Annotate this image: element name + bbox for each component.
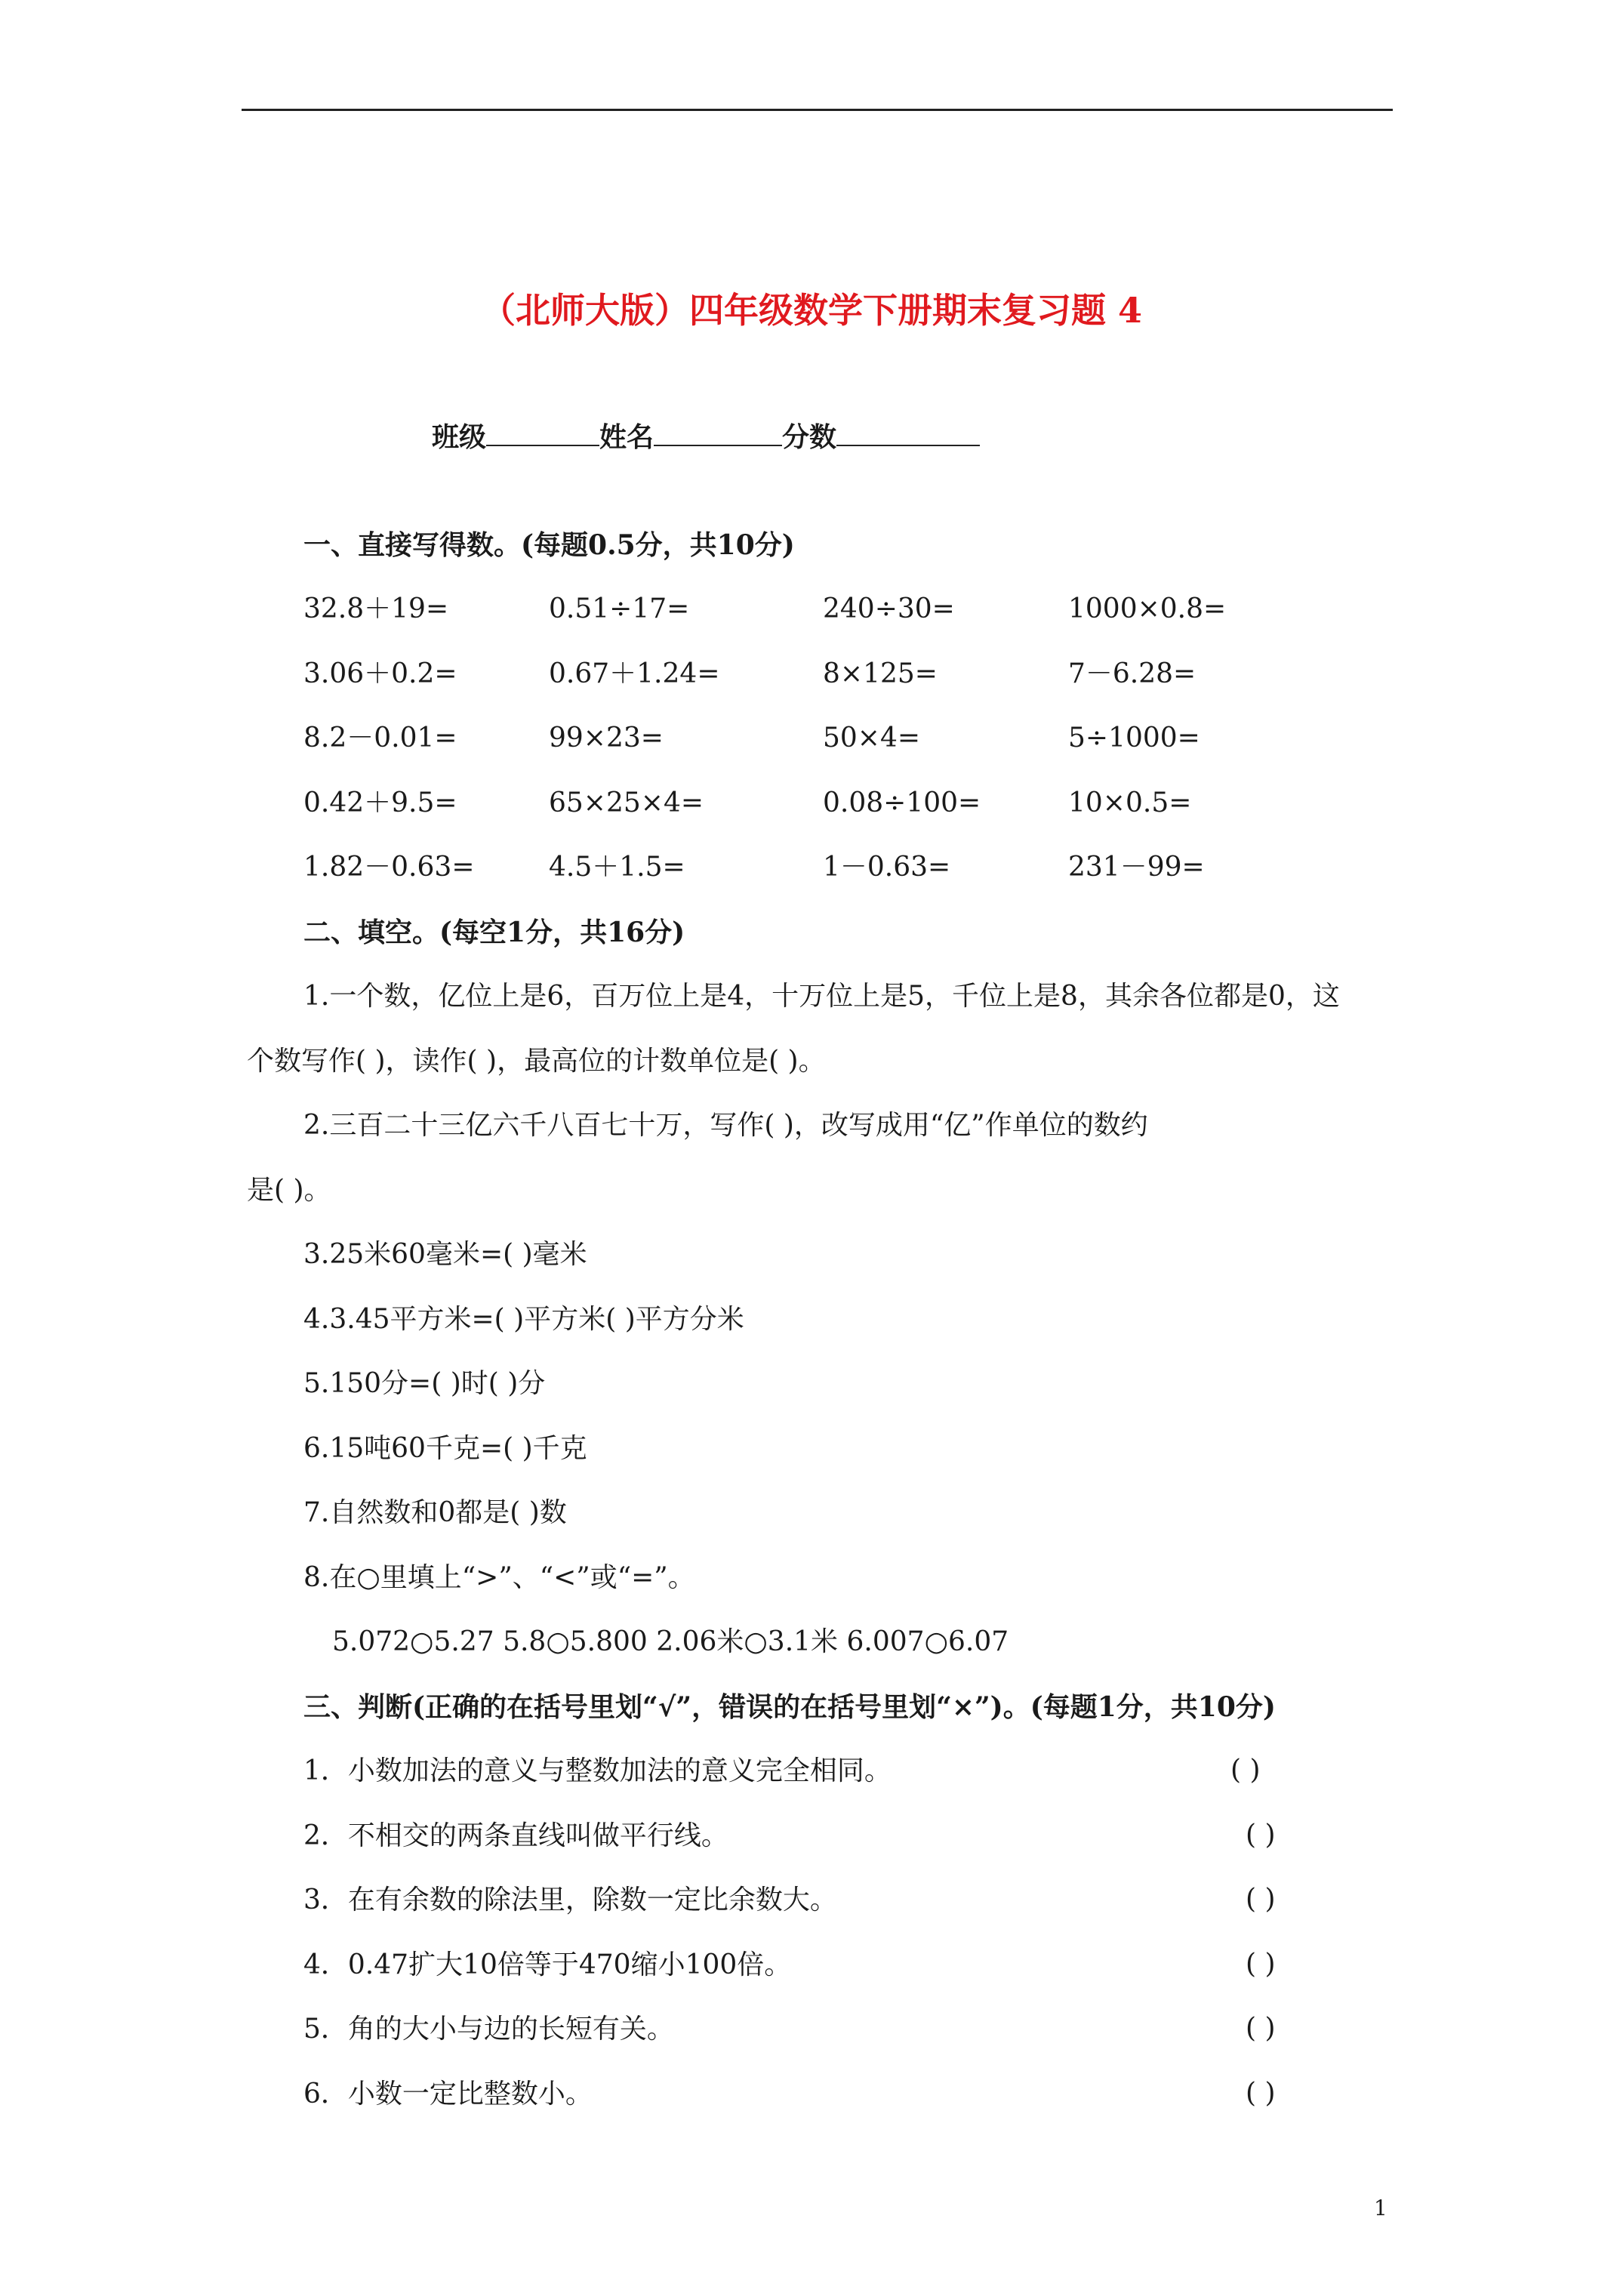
- judge-item: 5．角的大小与边的长短有关。: [303, 2014, 674, 2045]
- page-title: （北师大版）四年级数学下册期末复习题 4: [480, 290, 1143, 331]
- score-blank[interactable]: [836, 419, 980, 446]
- calc-item: 4.5＋1.5=: [549, 852, 685, 883]
- answer-paren[interactable]: ( ): [1246, 1949, 1276, 1980]
- fill-question-6: 6.15吨60千克=( )千克: [303, 1433, 587, 1464]
- calc-item: 0.51÷17=: [549, 593, 690, 624]
- compare-items: 5.072○5.27 5.8○5.800 2.06米○3.1米 6.007○6.07: [332, 1626, 1009, 1657]
- calc-item: 1.82－0.63=: [303, 852, 475, 883]
- calc-item: 8×125=: [823, 658, 938, 689]
- calc-item: 0.67＋1.24=: [549, 658, 720, 689]
- fill-question-2-line2: 是( )。: [247, 1175, 331, 1206]
- calc-item: 0.08÷100=: [823, 787, 981, 818]
- name-blank[interactable]: [654, 419, 782, 446]
- calc-item: 0.42＋9.5=: [303, 787, 457, 818]
- fill-question-2-line1: 2.三百二十三亿六千八百七十万，写作( )，改写成用“亿”作单位的数约: [303, 1110, 1148, 1141]
- calc-item: 7－6.28=: [1068, 658, 1196, 689]
- name-label: 姓名: [599, 421, 654, 453]
- calc-item: 231－99=: [1068, 852, 1205, 883]
- calc-item: 1－0.63=: [823, 852, 951, 883]
- judge-item: 1．小数加法的意义与整数加法的意义完全相同。: [303, 1755, 892, 1786]
- section2-heading: 二、填空。(每空1分，共16分): [303, 917, 685, 948]
- fill-question-7: 7.自然数和0都是( )数: [303, 1497, 567, 1528]
- answer-paren[interactable]: ( ): [1246, 1820, 1276, 1851]
- fill-question-3: 3.25米60毫米=( )毫米: [303, 1239, 587, 1270]
- score-label: 分数: [782, 421, 837, 453]
- section1-heading: 一、直接写得数。(每题0.5分，共10分): [303, 529, 795, 561]
- answer-paren[interactable]: ( ): [1246, 1884, 1276, 1915]
- fill-question-5: 5.150分=( )时( )分: [303, 1368, 546, 1399]
- class-label: 班级: [432, 421, 487, 453]
- calc-item: 3.06＋0.2=: [303, 658, 457, 689]
- calc-item: 1000×0.8=: [1068, 593, 1227, 624]
- calc-item: 240÷30=: [823, 593, 955, 624]
- page-number: 1: [1374, 2196, 1387, 2220]
- student-info-line: [432, 419, 980, 454]
- judge-item: 3．在有余数的除法里，除数一定比余数大。: [303, 1885, 837, 1915]
- answer-paren[interactable]: ( ): [1246, 2078, 1276, 2109]
- judge-item: 2．不相交的两条直线叫做平行线。: [303, 1820, 728, 1851]
- judge-item: 4．0.47扩大10倍等于470缩小100倍。: [303, 1949, 792, 1980]
- calc-item: 5÷1000=: [1068, 723, 1200, 754]
- fill-question-1-line2: 个数写作( )，读作( )，最高位的计数单位是( )。: [247, 1046, 826, 1077]
- calc-item: 50×4=: [823, 723, 921, 754]
- fill-question-1-line1: 1.一个数，亿位上是6，百万位上是4，十万位上是5，千位上是8，其余各位都是0，这: [303, 981, 1340, 1012]
- judge-item: 6．小数一定比整数小。: [303, 2079, 593, 2110]
- calc-item: 32.8＋19=: [303, 593, 449, 624]
- calc-item: 99×23=: [549, 723, 664, 754]
- calc-item: 65×25×4=: [549, 787, 704, 818]
- header-rule: [242, 109, 1393, 111]
- class-blank[interactable]: [486, 419, 599, 446]
- calc-item: 10×0.5=: [1068, 787, 1192, 818]
- fill-question-4: 4.3.45平方米=( )平方米( )平方分米: [303, 1304, 744, 1335]
- answer-paren[interactable]: ( ): [1246, 2013, 1276, 2044]
- fill-question-8: 8.在○里填上“>”、“<”或“=”。: [303, 1562, 695, 1593]
- answer-paren[interactable]: ( ): [1230, 1755, 1261, 1786]
- section3-heading: 三、判断(正确的在括号里划“√”，错误的在括号里划“×”)。(每题1分，共10分): [303, 1691, 1276, 1723]
- calc-item: 8.2－0.01=: [303, 723, 457, 754]
